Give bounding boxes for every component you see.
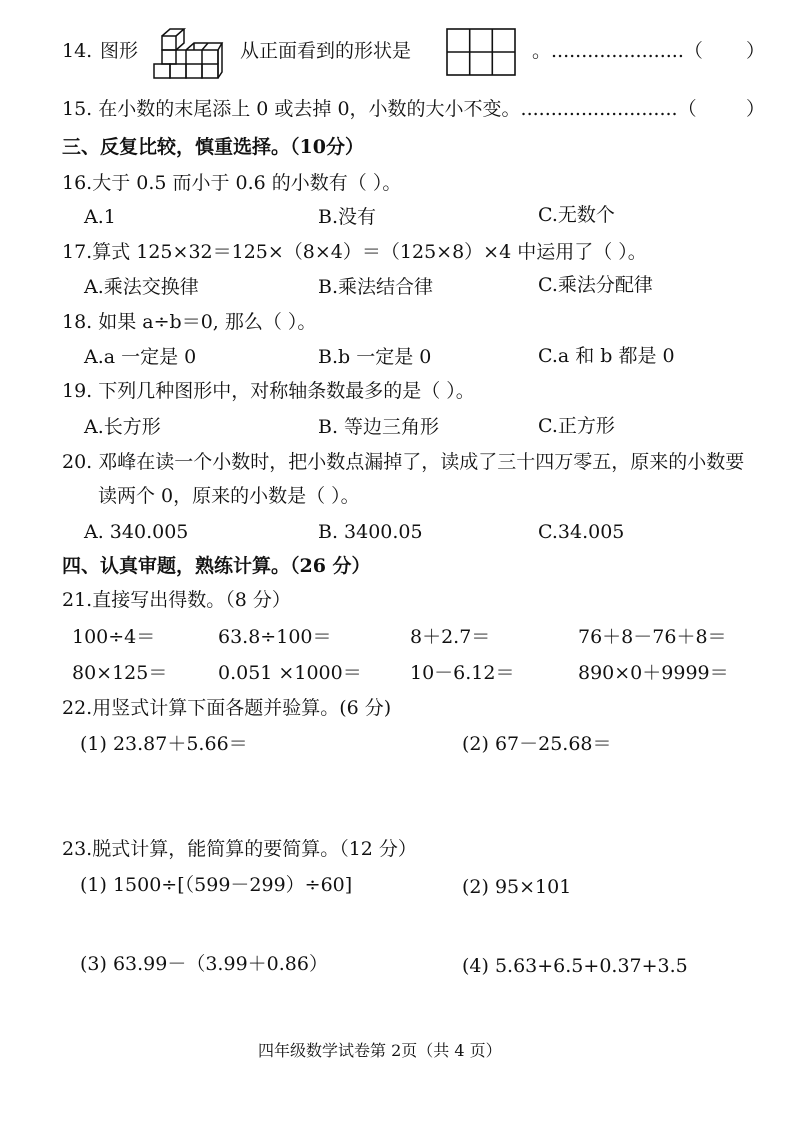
section-3-title: 三、反复比较，慎重选择。（10分） — [62, 136, 364, 158]
q19-option-b: B. 等边三角形 — [318, 416, 440, 438]
q14-word: 图形 — [100, 40, 139, 62]
q16-stem: 16.大于 0.5 而小于 0.6 的小数有（ ）。 — [62, 172, 402, 194]
q21-stem: 21.直接写出得数。（8 分） — [62, 589, 291, 611]
q17-option-b: B.乘法结合律 — [318, 276, 434, 298]
q20-stem-line-2: 读两个 0，原来的小数是（ ）。 — [98, 485, 360, 507]
q14-close-paren: ） — [746, 40, 766, 62]
q21-item-2: 63.8÷100＝ — [218, 626, 332, 648]
q23-part-3: (3) 63.99－（3.99＋0.86） — [80, 953, 328, 975]
q21-item-3: 8＋2.7＝ — [410, 626, 491, 648]
q21-item-4: 76＋8－76＋8＝ — [578, 626, 727, 648]
stacked-cubes-figure — [150, 26, 225, 80]
q17-option-c: C.乘法分配律 — [538, 274, 653, 296]
q21-item-6: 0.051 ×1000＝ — [218, 662, 362, 684]
q22-stem: 22.用竖式计算下面各题并验算。(6 分) — [62, 697, 392, 719]
q21-item-1: 100÷4＝ — [72, 626, 156, 648]
q18-option-b: B.b 一定是 0 — [318, 346, 432, 368]
q18-option-c: C.a 和 b 都是 0 — [538, 345, 675, 367]
q23-part-2: (2) 95×101 — [462, 876, 572, 898]
q21-item-8: 890×0＋9999＝ — [578, 662, 729, 684]
q22-part-1: (1) 23.87＋5.66＝ — [80, 733, 248, 755]
front-view-grid-figure — [446, 28, 516, 76]
q20-stem-line-1: 20. 邓峰在读一个小数时，把小数点漏掉了，读成了三十四万零五，原来的小数要 — [62, 451, 745, 473]
section-4-title: 四、认真审题，熟练计算。（26 分） — [62, 555, 371, 577]
q22-part-2: (2) 67－25.68＝ — [462, 733, 612, 755]
q14-answer-blank: 。......................（ — [532, 40, 703, 62]
q16-option-a: A.1 — [84, 206, 116, 228]
q15-close-paren: ） — [746, 98, 766, 120]
q16-option-c: C.无数个 — [538, 204, 615, 226]
q19-option-a: A.长方形 — [84, 416, 161, 438]
q14-number: 14. — [62, 40, 93, 62]
page-footer: 四年级数学试卷第 2页（共 4 页） — [258, 1041, 502, 1060]
q19-stem: 19. 下列几种图形中，对称轴条数最多的是（ ）。 — [62, 380, 475, 402]
q18-stem: 18. 如果 a÷b＝0, 那么（ ）。 — [62, 311, 317, 333]
q15-text: 15. 在小数的末尾添上 0 或去掉 0，小数的大小不变。..........................（ — [62, 98, 697, 120]
q19-option-c: C.正方形 — [538, 415, 615, 437]
q20-option-a: A. 340.005 — [84, 521, 189, 543]
q16-option-b: B.没有 — [318, 206, 377, 228]
q14-stem: 从正面看到的形状是 — [240, 40, 412, 62]
q23-part-1: (1) 1500÷[（599－299）÷60] — [80, 874, 353, 896]
q20-option-c: C.34.005 — [538, 521, 625, 543]
q23-part-4: (4) 5.63+6.5+0.37+3.5 — [462, 955, 688, 977]
q21-item-7: 10－6.12＝ — [410, 662, 515, 684]
q17-option-a: A.乘法交换律 — [84, 276, 199, 298]
q21-item-5: 80×125＝ — [72, 662, 168, 684]
q20-option-b: B. 3400.05 — [318, 521, 423, 543]
q23-stem: 23.脱式计算，能简算的要简算。（12 分） — [62, 838, 417, 860]
q18-option-a: A.a 一定是 0 — [84, 346, 197, 368]
q17-stem: 17.算式 125×32＝125×（8×4）＝（125×8）×4 中运用了（ ）。 — [62, 241, 647, 263]
